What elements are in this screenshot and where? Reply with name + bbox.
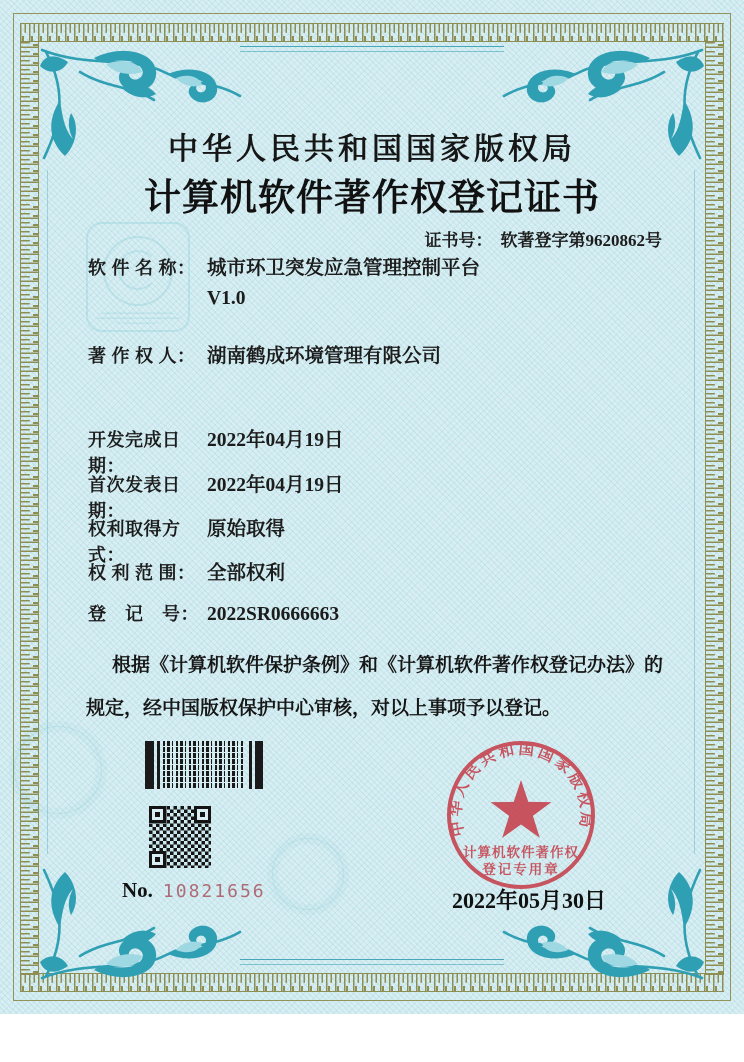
field-label: 开发完成日期：: [88, 430, 181, 476]
field-value: 原始取得: [207, 519, 286, 540]
field-label: 首次发表日期：: [88, 475, 181, 521]
star-icon: [491, 780, 552, 838]
certificate-title: 计算机软件著作权登记证书: [144, 178, 600, 219]
field-row-rights-scope: [88, 559, 674, 589]
qr-finder-pattern: [149, 806, 166, 823]
guilloche-ring: [14, 726, 102, 814]
serial-number-label: No.: [122, 878, 153, 902]
field-label: 软 件 名 称：: [88, 258, 196, 278]
statement-line-1: 根据《计算机软件保护条例》和《计算机软件著作权登记办法》的: [112, 655, 664, 676]
field-row-software-name: [88, 254, 674, 314]
qr-finder-pattern: [194, 806, 211, 823]
field-label: 权 利 范 围：: [88, 563, 196, 583]
certificate-number-line: [425, 226, 663, 251]
field-label: 登 记 号：: [88, 604, 199, 624]
authority-title: 中华人民共和国国家版权局: [168, 133, 576, 166]
inner-teal-line-bottom: [240, 959, 504, 965]
serial-number-line: [122, 878, 266, 903]
seal-inner-line-2: 登记专用章: [482, 862, 560, 877]
seal-inner-line-1: 计算机软件著作权: [463, 845, 579, 860]
field-value: 湖南鹤成环境管理有限公司: [207, 346, 442, 367]
greek-key-border-top: [20, 23, 724, 42]
statement-line-2: 规定，经中国版权保护中心审核，对以上事项予以登记。: [86, 698, 562, 719]
qr-finder-pattern: [149, 851, 166, 868]
field-value: 全部权利: [207, 563, 286, 584]
serial-number-value: 10821656: [162, 881, 266, 902]
official-seal: [444, 738, 598, 892]
issue-date: 2022年05月30日: [452, 888, 607, 913]
field-label: 著 作 权 人：: [88, 346, 196, 366]
field-value: 2022年04月19日: [207, 430, 344, 451]
inner-teal-line-top: [240, 46, 504, 52]
guilloche-ring: [272, 838, 344, 910]
field-row-copyright-owner: [88, 342, 674, 372]
seal-arc-text: 中华人民共和国国家版权局: [447, 740, 595, 838]
field-value: 2022SR0666663: [207, 604, 340, 625]
barcode-2d: [145, 741, 263, 789]
field-value: 2022年04月19日: [207, 475, 344, 496]
inner-teal-line-right: [694, 170, 697, 854]
certificate-number-value: 软著登字第9620862号: [500, 231, 662, 250]
certificate-number-label: 证书号：: [424, 231, 493, 250]
field-label: 权利取得方式：: [88, 519, 181, 565]
software-name: 城市环卫突发应急管理控制平台: [207, 258, 481, 279]
field-value: [207, 254, 674, 314]
software-version: V1.0: [207, 288, 246, 310]
qr-code: [149, 806, 211, 868]
field-row-registration-number: [88, 600, 674, 630]
